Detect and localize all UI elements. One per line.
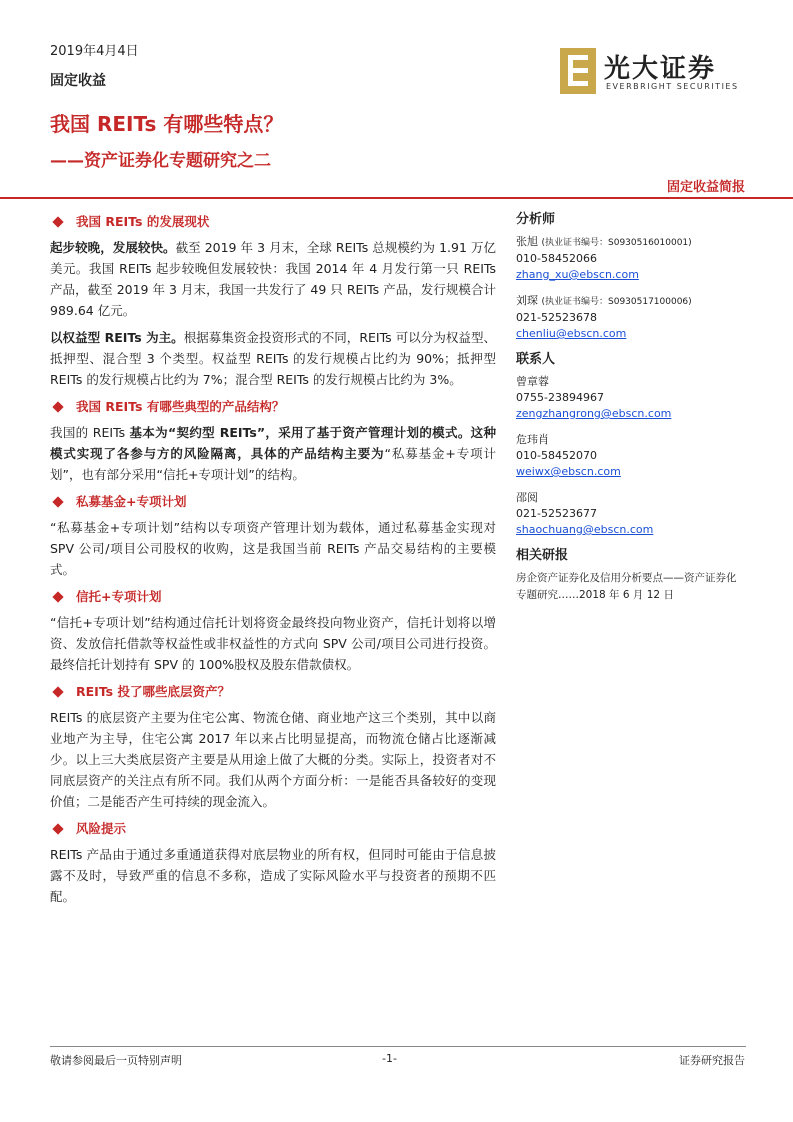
section-title: 我国 REITs 有哪些典型的产品结构？ <box>76 399 285 414</box>
lead-text: 以权益型 REITs 为主。 <box>50 330 184 345</box>
section-title: 私募基金+专项计划 <box>76 494 187 509</box>
analyst-cert: (执业证书编号：S0930517100006) <box>541 297 692 307</box>
diamond-bullet-icon <box>52 591 63 602</box>
paragraph: “信托+专项计划”结构通过信托计划将资金最终投向物业资产，信托计划将以增资、发放信托借款等权益性或非权益性的方式向 SPV 公司/项目公司进行投资。最终信托计划持有 SPV 的 100%股权及股东借款债权。 <box>50 615 496 672</box>
contact-email-link[interactable]: shaochuang@ebscn.com <box>516 523 654 536</box>
diamond-bullet-icon <box>52 496 63 507</box>
section-heading <box>50 396 496 417</box>
related-reports-heading: 相关研报 <box>516 548 569 563</box>
logo-name-cn: 光大证券 <box>604 54 717 84</box>
contact-phone: 0755-23894967 <box>516 391 604 404</box>
body-text: 我国的 REITs <box>50 425 130 440</box>
paragraph: REITs 产品由于通过多重通道获得对底层物业的所有权，但同时可能由于信息披露不及时，导致严重的信息不多称，造成了实际风险水平与投资者的预期不匹配。 <box>50 847 496 904</box>
section-heading <box>50 491 496 512</box>
footer-disclaimer: 敬请参阅最后一页特别声明 <box>50 1054 182 1067</box>
main-content <box>50 206 496 913</box>
paragraph <box>50 327 496 390</box>
contact-name: 危玮肖 <box>516 433 549 446</box>
body-text: 截至 2019 年 3 月末，全球 REITs 总规模约为 1.91 万亿美元。我国 REITs 起步较晚但发展较快：我国 2014 年 4 月发行第一只 REITs 产品，截至 2019 年 3 月末，我国一共发行了 49 只 REITs 产品，发行规模合计 989.64 亿元。 <box>50 240 496 318</box>
contact-name: 邵阅 <box>516 491 538 504</box>
doc-type-label: 固定收益简报 <box>666 180 745 195</box>
paragraph: “私募基金+专项计划”结构以专项资产管理计划为载体，通过私募基金实现对 SPV 公司/项目公司股权的收购，这是我国当前 REITs 产品交易结构的主要模式。 <box>50 520 496 577</box>
analyst-card <box>516 234 746 283</box>
contact-email-link[interactable]: weiwx@ebscn.com <box>516 465 621 478</box>
analyst-phone: 021-52523678 <box>516 311 597 324</box>
everbright-logo <box>560 48 750 98</box>
diamond-bullet-icon <box>52 823 63 834</box>
contact-card <box>516 374 746 422</box>
section-heading <box>50 586 496 607</box>
analyst-phone: 010-58452066 <box>516 252 597 265</box>
page-number: -1- <box>382 1052 397 1065</box>
diamond-bullet-icon <box>52 216 63 227</box>
contact-card <box>516 432 746 480</box>
report-subtitle: ——资产证券化专题研究之二 <box>50 151 271 171</box>
analyst-email-link[interactable]: zhang_xu@ebscn.com <box>516 268 639 281</box>
analyst-name: 刘琛 <box>516 294 538 307</box>
sidebar <box>516 212 746 604</box>
emphasis-text: 基本为“契约型 REITs”，采用了基于资产管理计划的模式。这种模式实现了各参与方的风险隔离，具体的产品结构主要为 <box>50 425 497 461</box>
section-title: 信托+专项计划 <box>76 589 162 604</box>
diamond-bullet-icon <box>52 686 63 697</box>
paragraph <box>50 237 496 321</box>
analyst-name: 张旭 <box>516 235 538 248</box>
contacts-heading: 联系人 <box>516 352 556 367</box>
analyst-email-link[interactable]: chenliu@ebscn.com <box>516 327 627 340</box>
contact-phone: 021-52523677 <box>516 507 597 520</box>
logo-name-en: EVERBRIGHT SECURITIES <box>606 82 739 91</box>
contact-card <box>516 490 746 538</box>
report-date: 2019年4月4日 <box>50 44 139 59</box>
report-title: 我国 REITs 有哪些特点？ <box>50 112 284 136</box>
related-report-link[interactable]: 房企资产证券化及信用分析要点——资产证券化专题研究……2018 年 6 月 12 日 <box>516 572 737 601</box>
paragraph <box>50 422 496 485</box>
contact-phone: 010-58452070 <box>516 449 597 462</box>
diamond-bullet-icon <box>52 401 63 412</box>
body-text: “私募基金+专项计划”，也有部分采用“信托+专项计划”的结构。 <box>50 446 496 482</box>
contact-name: 曾章蓉 <box>516 375 549 388</box>
report-category: 固定收益 <box>50 73 106 89</box>
contact-email-link[interactable]: zengzhangrong@ebscn.com <box>516 407 672 420</box>
lead-text: 起步较晚，发展较快。 <box>50 240 176 255</box>
section-heading <box>50 211 496 232</box>
section-title: 我国 REITs 的发展现状 <box>76 214 210 229</box>
section-heading <box>50 818 496 839</box>
footer-report-type: 证券研究报告 <box>679 1054 745 1067</box>
footer-divider <box>50 1046 746 1047</box>
paragraph: REITs 的底层资产主要为住宅公寓、物流仓储、商业地产这三个类别，其中以商业地产为主导，住宅公寓 2017 年以来占比明显提高，而物流仓储占比逐渐减少。以上三大类底层资产主要是从用途上做了大概的分类。实际上，投资者对不同底层资产的关注点有所不同。我们从两个方面分析：一是能否具备较好的变现价值；二是能否产生可持续的现金流入。 <box>50 710 496 809</box>
section-heading <box>50 681 496 702</box>
analyst-cert: (执业证书编号：S0930516010001) <box>541 238 692 248</box>
section-title: 风险提示 <box>76 821 127 836</box>
section-title: REITs 投了哪些底层资产？ <box>76 684 230 699</box>
analyst-card <box>516 293 746 342</box>
body-text: 根据募集资金投资形式的不同，REITs 可以分为权益型、抵押型、混合型 3 个类型。权益型 REITs 的发行规模占比约为 90%；抵押型 REITs 的发行规模占比约为 7%；混合型 REITs 的发行规模占比约为 3%。 <box>50 330 496 387</box>
header-divider <box>0 197 793 199</box>
logo-mark-icon <box>560 48 596 94</box>
analysts-heading: 分析师 <box>516 212 556 227</box>
